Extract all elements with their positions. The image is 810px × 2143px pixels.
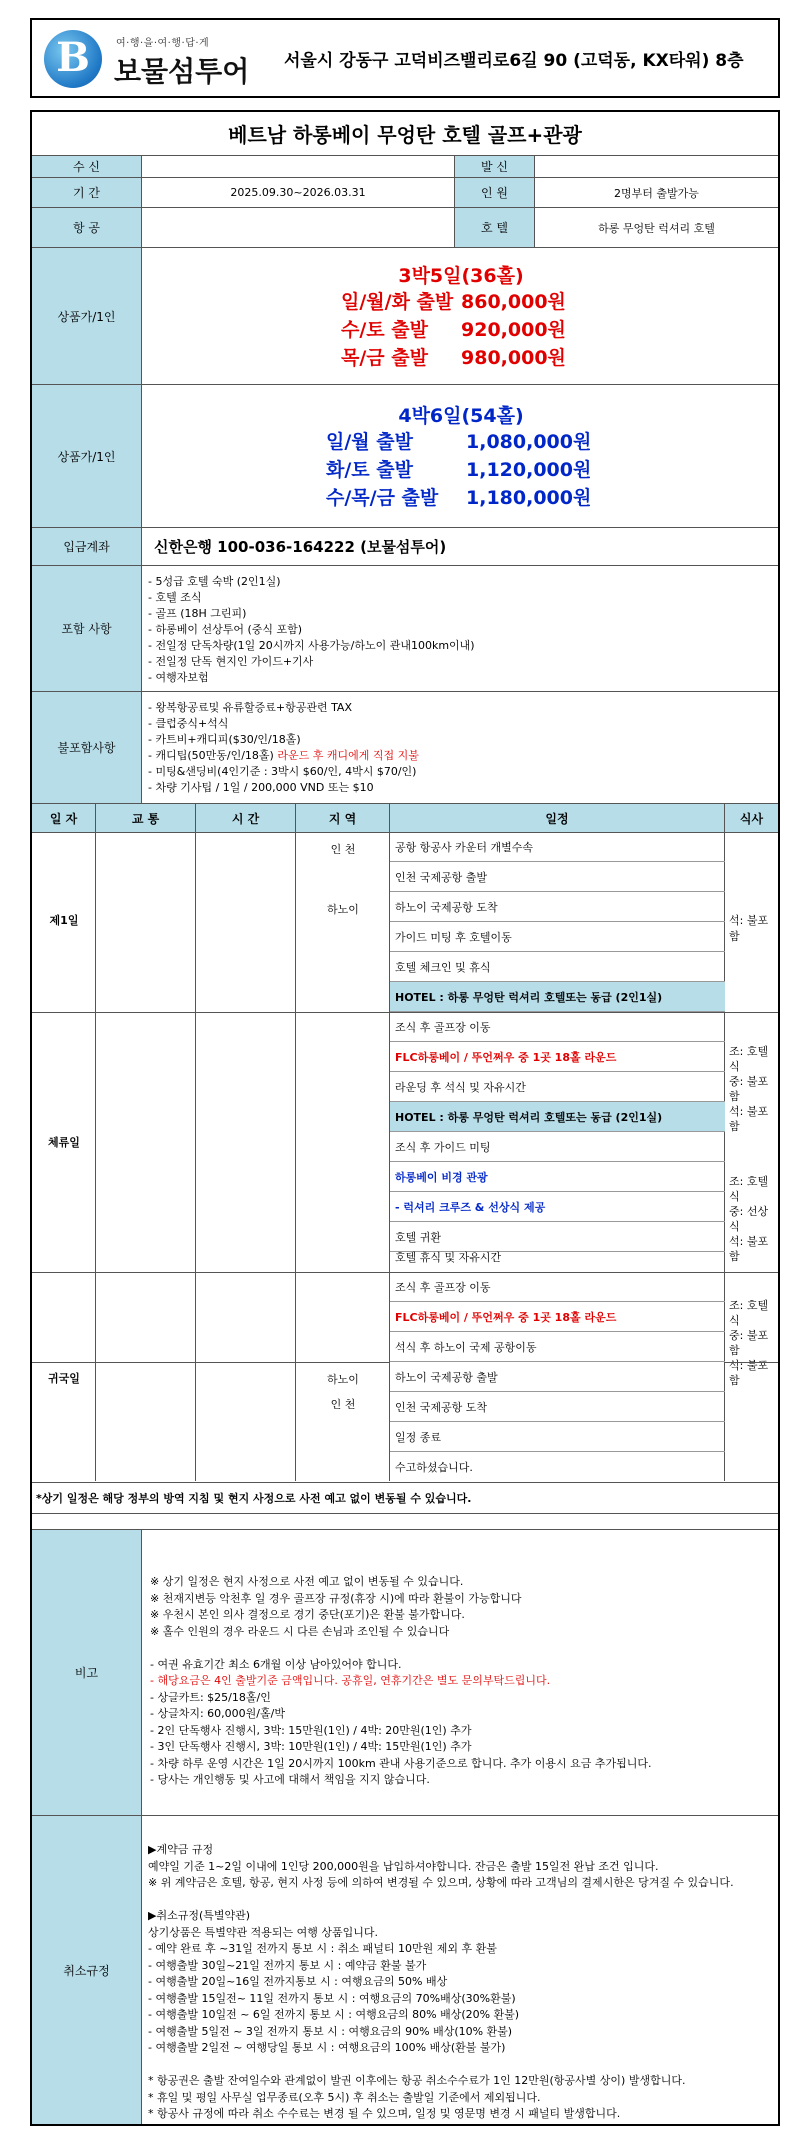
recipient-label: 수 신 bbox=[32, 156, 142, 177]
list-item: - 클럽중식+석식 bbox=[148, 717, 229, 730]
people-value: 2명부터 출발가능 bbox=[614, 186, 699, 200]
spacer-row bbox=[32, 1514, 778, 1530]
list-item: - 전일정 단독차량(1일 20시까지 사용가능/하노이 관내100km이내) bbox=[148, 639, 475, 652]
list-item bbox=[148, 748, 419, 764]
brand-name: 보물섬투어 bbox=[114, 55, 250, 88]
caddie-tip-note: 라운드 후 캐디에게 직접 지불 bbox=[277, 749, 419, 762]
schedule-line: 조식 후 골프장 이동 bbox=[390, 1012, 725, 1042]
list-item: - 호텔 조식 bbox=[148, 591, 202, 604]
col-header-time: 시 간 bbox=[196, 804, 296, 832]
cancel-line: - 여행출발 15일전~ 11일 전까지 통보 시 : 여행요금의 70%배상(30%환불) bbox=[148, 1991, 516, 2005]
cancellation-row bbox=[32, 1816, 778, 2124]
brand-tagline: 여·행·을·여·행·답·게 bbox=[116, 38, 210, 49]
price-line bbox=[341, 316, 581, 344]
itinerary-table bbox=[32, 804, 778, 1514]
remark-line: ※ 우천시 본인 의사 결정으로 경기 중단(포기)은 환불 불가합니다. bbox=[150, 1608, 465, 1621]
schedule-line: - 럭셔리 크루즈 & 선상식 제공 bbox=[390, 1192, 725, 1222]
schedule-line: FLC하롱베이 / 뚜언쩌우 중 1곳 18홀 라운드 bbox=[390, 1302, 725, 1332]
price-amount: 920,000원 bbox=[461, 318, 566, 341]
flight-label: 항 공 bbox=[32, 208, 142, 247]
schedule-line: 하노이 국제공항 출발 bbox=[390, 1362, 725, 1392]
list-item: - 미팅&샌딩비(4인기준 : 3박시 $60/인, 4박시 $70/인) bbox=[148, 765, 417, 778]
remarks-label: 비고 bbox=[32, 1530, 142, 1815]
list-item: - 5성급 호텔 숙박 (2인1실) bbox=[148, 575, 281, 588]
price-amount: 980,000원 bbox=[461, 346, 566, 369]
price-line bbox=[341, 288, 581, 316]
cancel-line: ▶취소규정(특별약관) bbox=[148, 1909, 251, 1922]
remark-spacer bbox=[150, 1640, 770, 1657]
period-label: 기 간 bbox=[32, 178, 142, 207]
schedule-line: FLC하롱베이 / 뚜언쩌우 중 1곳 18홀 라운드 bbox=[390, 1042, 725, 1072]
schedule-line: 수고하셨습니다. bbox=[395, 1461, 473, 1474]
col-header-schedule: 일정 bbox=[390, 804, 725, 832]
sender-value bbox=[535, 156, 778, 177]
price-line bbox=[326, 428, 596, 456]
col-header-region: 지 역 bbox=[296, 804, 390, 832]
remark-line: ※ 천재지변등 악천후 일 경우 골프장 규정(휴장 시)에 따라 환불이 가능합니다 bbox=[150, 1591, 522, 1605]
cancel-line: - 여행출발 5일전 ~ 3일 전까지 통보 시 : 여행요금의 90% 배상(10% 환불) bbox=[148, 2024, 513, 2038]
hotel-line: HOTEL : 하롱 무엉탄 럭셔리 호텔또는 동급 (2인1실) bbox=[390, 1102, 725, 1132]
remark-line: - 상글차지: 60,000원/홀/박 bbox=[150, 1707, 285, 1720]
meal-lunch: 중: 선상식 bbox=[729, 1205, 769, 1233]
meal-dinner: 석: 불포함 bbox=[729, 1235, 769, 1263]
remark-line: ※ 상기 일정은 현지 사정으로 사전 예고 없이 변동될 수 있습니다. bbox=[150, 1575, 464, 1588]
region-label: 인 천 bbox=[330, 843, 356, 856]
recipient-value bbox=[142, 156, 455, 177]
flight-value bbox=[142, 208, 455, 247]
schedule-line: 조식 후 골프장 이동 bbox=[390, 1272, 725, 1302]
bank-account-value: 신한은행 100-036-164222 (보물섬투어) bbox=[154, 538, 447, 556]
cancel-line: - 여행출발 2일전 ~ 여행당일 통보 시 : 여행요금의 100% 배상(환불 불가) bbox=[148, 2041, 506, 2054]
sender-label: 발 신 bbox=[455, 156, 535, 177]
letterhead bbox=[30, 18, 780, 98]
meal-breakfast: 조: 호텔식 bbox=[729, 1299, 769, 1327]
price-line bbox=[326, 456, 596, 484]
schedule-line: 호텔 귀환 bbox=[390, 1222, 725, 1252]
meal-info: 석: 불포함 bbox=[729, 914, 769, 943]
bank-account-label: 입금계좌 bbox=[32, 528, 142, 565]
list-item: - 왕복항공료및 유류할증료+항공관련 TAX bbox=[148, 701, 352, 714]
schedule-line: 석식 후 하노이 국제 공항이동 bbox=[390, 1332, 725, 1362]
remark-line: - 당사는 개인행동 및 사고에 대해서 책임을 지지 않습니다. bbox=[150, 1773, 430, 1786]
region-label: 하노이 bbox=[327, 1373, 359, 1386]
row-divider bbox=[32, 1482, 778, 1483]
cancel-line: - 여행출발 20일~16일 전까지통보 시 : 여행요금의 50% 배상 bbox=[148, 1975, 448, 1988]
departure-days: 수/목/금 출발 bbox=[326, 486, 439, 509]
itinerary-footnote: *상기 일정은 해당 정부의 방역 지침 및 현지 사정으로 사전 예고 없이 변동될 수 있습니다. bbox=[36, 1492, 472, 1505]
document-title: 베트남 하롱베이 무엉탄 호텔 골프+관광 bbox=[32, 112, 778, 156]
remark-line: ※ 홀수 인원의 경우 라운드 시 다른 손님과 조인될 수 있습니다 bbox=[150, 1624, 450, 1638]
schedule-line: 가이드 미팅 후 호텔이동 bbox=[390, 922, 725, 952]
list-item: - 하롱베이 선상투어 (중식 포함) bbox=[148, 623, 303, 636]
package-heading: 3박5일(36홀) bbox=[398, 264, 524, 287]
cancel-line: * 항공권은 출발 잔여일수와 관계없이 발권 이후에는 항공 취소수수료가 1인 12만원(항공사별 상이) 발생합니다. bbox=[148, 2074, 686, 2087]
info-row-flight bbox=[32, 208, 778, 248]
meal-dinner: 석: 불포함 bbox=[729, 1359, 769, 1387]
period-value: 2025.09.30~2026.03.31 bbox=[142, 178, 455, 207]
price-block-3n5d bbox=[32, 248, 778, 385]
schedule-line: 하롱베이 비경 관광 bbox=[390, 1162, 725, 1192]
schedule-line: 인천 국제공항 도착 bbox=[390, 1392, 725, 1422]
meal-breakfast: 조: 호텔식 bbox=[729, 1045, 769, 1073]
departure-days: 목/금 출발 bbox=[341, 346, 428, 369]
cancel-line: - 여행출발 30일~21일 전까지 통보 시 : 예약금 환불 불가 bbox=[148, 1958, 427, 1972]
remarks-list bbox=[150, 1574, 770, 1789]
departure-days: 수/토 출발 bbox=[341, 318, 428, 341]
hotel-label: 호 텔 bbox=[455, 208, 535, 247]
cancel-line: ▶계약금 규정 bbox=[148, 1843, 214, 1856]
cancel-line: 상기상품은 특별약관 적용되는 여행 상품입니다. bbox=[148, 1925, 379, 1939]
meal-info bbox=[729, 1298, 778, 1388]
quote-table bbox=[30, 110, 780, 2126]
price-list bbox=[144, 385, 778, 527]
remark-line: - 3인 단독행사 진행시, 3박: 10만원(1인) / 4박: 15만원(1인) 추가 bbox=[150, 1740, 472, 1753]
schedule-line: 일정 종료 bbox=[390, 1422, 725, 1452]
cancel-line: * 항공사 규정에 따라 취소 수수료는 변경 될 수 있으며, 일정 및 영문명 변경 시 패널티 발생합니다. bbox=[148, 2107, 621, 2120]
col-line bbox=[96, 832, 196, 1481]
price-line bbox=[341, 344, 581, 372]
schedule-line: 호텔 휴식 및 자유시간 bbox=[395, 1251, 502, 1264]
list-item: - 차량 기사팁 / 1일 / 200,000 VND 또는 $10 bbox=[148, 781, 374, 794]
col-header-meal: 식사 bbox=[725, 804, 778, 832]
remark-line-highlight: - 해당요금은 4인 출발기준 금액입니다. 공휴일, 연휴기간은 별도 문의부탁드립니다. bbox=[150, 1674, 551, 1687]
price-block-4n6d bbox=[32, 385, 778, 528]
list-item: - 전일정 단독 현지인 가이드+기사 bbox=[148, 655, 314, 668]
row-divider bbox=[32, 1362, 390, 1363]
schedule-line: 공항 항공사 카운터 개별수속 bbox=[390, 832, 725, 862]
departure-days: 일/월/화 출발 bbox=[341, 290, 454, 313]
excludes-label: 불포함사항 bbox=[32, 692, 142, 803]
cancel-spacer bbox=[148, 2057, 772, 2074]
remark-line: - 여권 유효기간 최소 6개월 이상 남아있어야 합니다. bbox=[150, 1657, 402, 1671]
includes-row bbox=[32, 566, 778, 692]
schedule-line: 호텔 체크인 및 휴식 bbox=[390, 952, 725, 982]
list-item: - 카트비+캐디피($30/인/18홀) bbox=[148, 733, 301, 746]
meal-dinner: 석: 불포함 bbox=[729, 1105, 769, 1133]
price-amount: 1,180,000원 bbox=[466, 486, 592, 509]
remarks-row bbox=[32, 1530, 778, 1816]
hotel-line: HOTEL : 하롱 무엉탄 럭셔리 호텔또는 동급 (2인1실) bbox=[390, 982, 725, 1012]
brand-logo-icon: B bbox=[44, 30, 102, 88]
cancel-spacer bbox=[148, 1892, 772, 1909]
remark-line: - 2인 단독행사 진행시, 3박: 15만원(1인) / 4박: 20만원(1인) 추가 bbox=[150, 1723, 472, 1737]
caddie-tip-text: - 캐디팁(50만동/인/18홀) bbox=[148, 749, 278, 762]
schedule-line: 라운딩 후 석식 및 자유시간 bbox=[390, 1072, 725, 1102]
excludes-row bbox=[32, 692, 778, 804]
schedule-line: 인천 국제공항 출발 bbox=[390, 862, 725, 892]
info-row-recipient bbox=[32, 156, 778, 178]
col-header-transport: 교 통 bbox=[96, 804, 196, 832]
day-label: 귀국일 bbox=[48, 1372, 80, 1385]
list-item: - 골프 (18H 그린피) bbox=[148, 607, 247, 620]
package-heading: 4박6일(54홀) bbox=[398, 404, 524, 427]
list-item: - 여행자보험 bbox=[148, 671, 209, 684]
meal-info bbox=[729, 1044, 778, 1134]
cancel-line: 예약일 기준 1~2일 이내에 1인당 200,000원을 납입하셔야합니다. 잔금은 출발 15일전 완납 조건 입니다. bbox=[148, 1859, 659, 1873]
departure-days: 화/토 출발 bbox=[326, 458, 413, 481]
people-label: 인 원 bbox=[455, 178, 535, 207]
info-row-period bbox=[32, 178, 778, 208]
cancel-line: * 휴일 및 평일 사무실 업무종료(오후 5시) 후 취소는 출발일 기준에서 제외됩니다. bbox=[148, 2090, 541, 2104]
meal-lunch: 중: 불포함 bbox=[729, 1329, 769, 1357]
meal-info bbox=[729, 1174, 778, 1264]
price-line bbox=[326, 484, 596, 512]
excludes-list bbox=[142, 692, 425, 804]
meal-lunch: 중: 불포함 bbox=[729, 1075, 769, 1103]
schedule-line: 하노이 국제공항 도착 bbox=[390, 892, 725, 922]
price-label: 상품가/1인 bbox=[32, 248, 142, 384]
region-label: 하노이 bbox=[327, 903, 359, 916]
price-amount: 860,000원 bbox=[461, 290, 566, 313]
departure-days: 일/월 출발 bbox=[326, 430, 413, 453]
cancellation-label: 취소규정 bbox=[32, 1816, 142, 2124]
schedule-line: 조식 후 가이드 미팅 bbox=[390, 1132, 725, 1162]
remark-line: - 차량 하루 운영 시간은 1일 20시까지 100km 관내 사용기준으로 합니다. 추가 이용시 요금 추가됩니다. bbox=[150, 1756, 652, 1770]
price-label: 상품가/1인 bbox=[32, 385, 142, 527]
price-amount: 1,120,000원 bbox=[466, 458, 592, 481]
includes-list bbox=[142, 566, 481, 694]
cancel-line: - 여행출발 10일전 ~ 6일 전까지 통보 시 : 여행요금의 80% 배상(20% 환불) bbox=[148, 2008, 520, 2021]
hotel-value: 하롱 무엉탄 럭셔리 호텔 bbox=[598, 221, 715, 235]
includes-label: 포함 사항 bbox=[32, 566, 142, 691]
region-label: 인 천 bbox=[330, 1398, 356, 1411]
cancel-line: ※ 위 계약금은 호텔, 항공, 현지 사정 등에 의하여 변경될 수 있으며, 상황에 따라 고객님의 결제시한은 당겨질 수 있습니다. bbox=[148, 1876, 734, 1889]
bank-account-row bbox=[32, 528, 778, 566]
day-label: 제1일 bbox=[49, 914, 79, 927]
company-address: 서울시 강동구 고덕비즈밸리로6길 90 (고덕동, KX타워) 8층 bbox=[284, 51, 744, 71]
meal-breakfast: 조: 호텔식 bbox=[729, 1175, 769, 1203]
col-line bbox=[196, 832, 296, 1481]
col-header-day: 일 자 bbox=[32, 804, 96, 832]
row-divider bbox=[725, 1362, 778, 1363]
day-label: 체류일 bbox=[48, 1136, 80, 1149]
cancel-line: - 예약 완료 후 ~31일 전까지 통보 시 : 취소 패널티 10만원 제외 후 환불 bbox=[148, 1942, 497, 1955]
cancellation-list bbox=[148, 1842, 772, 2123]
price-amount: 1,080,000원 bbox=[466, 430, 592, 453]
price-list bbox=[144, 248, 778, 384]
remark-line: - 상글카트: $25/18홀/인 bbox=[150, 1690, 271, 1704]
